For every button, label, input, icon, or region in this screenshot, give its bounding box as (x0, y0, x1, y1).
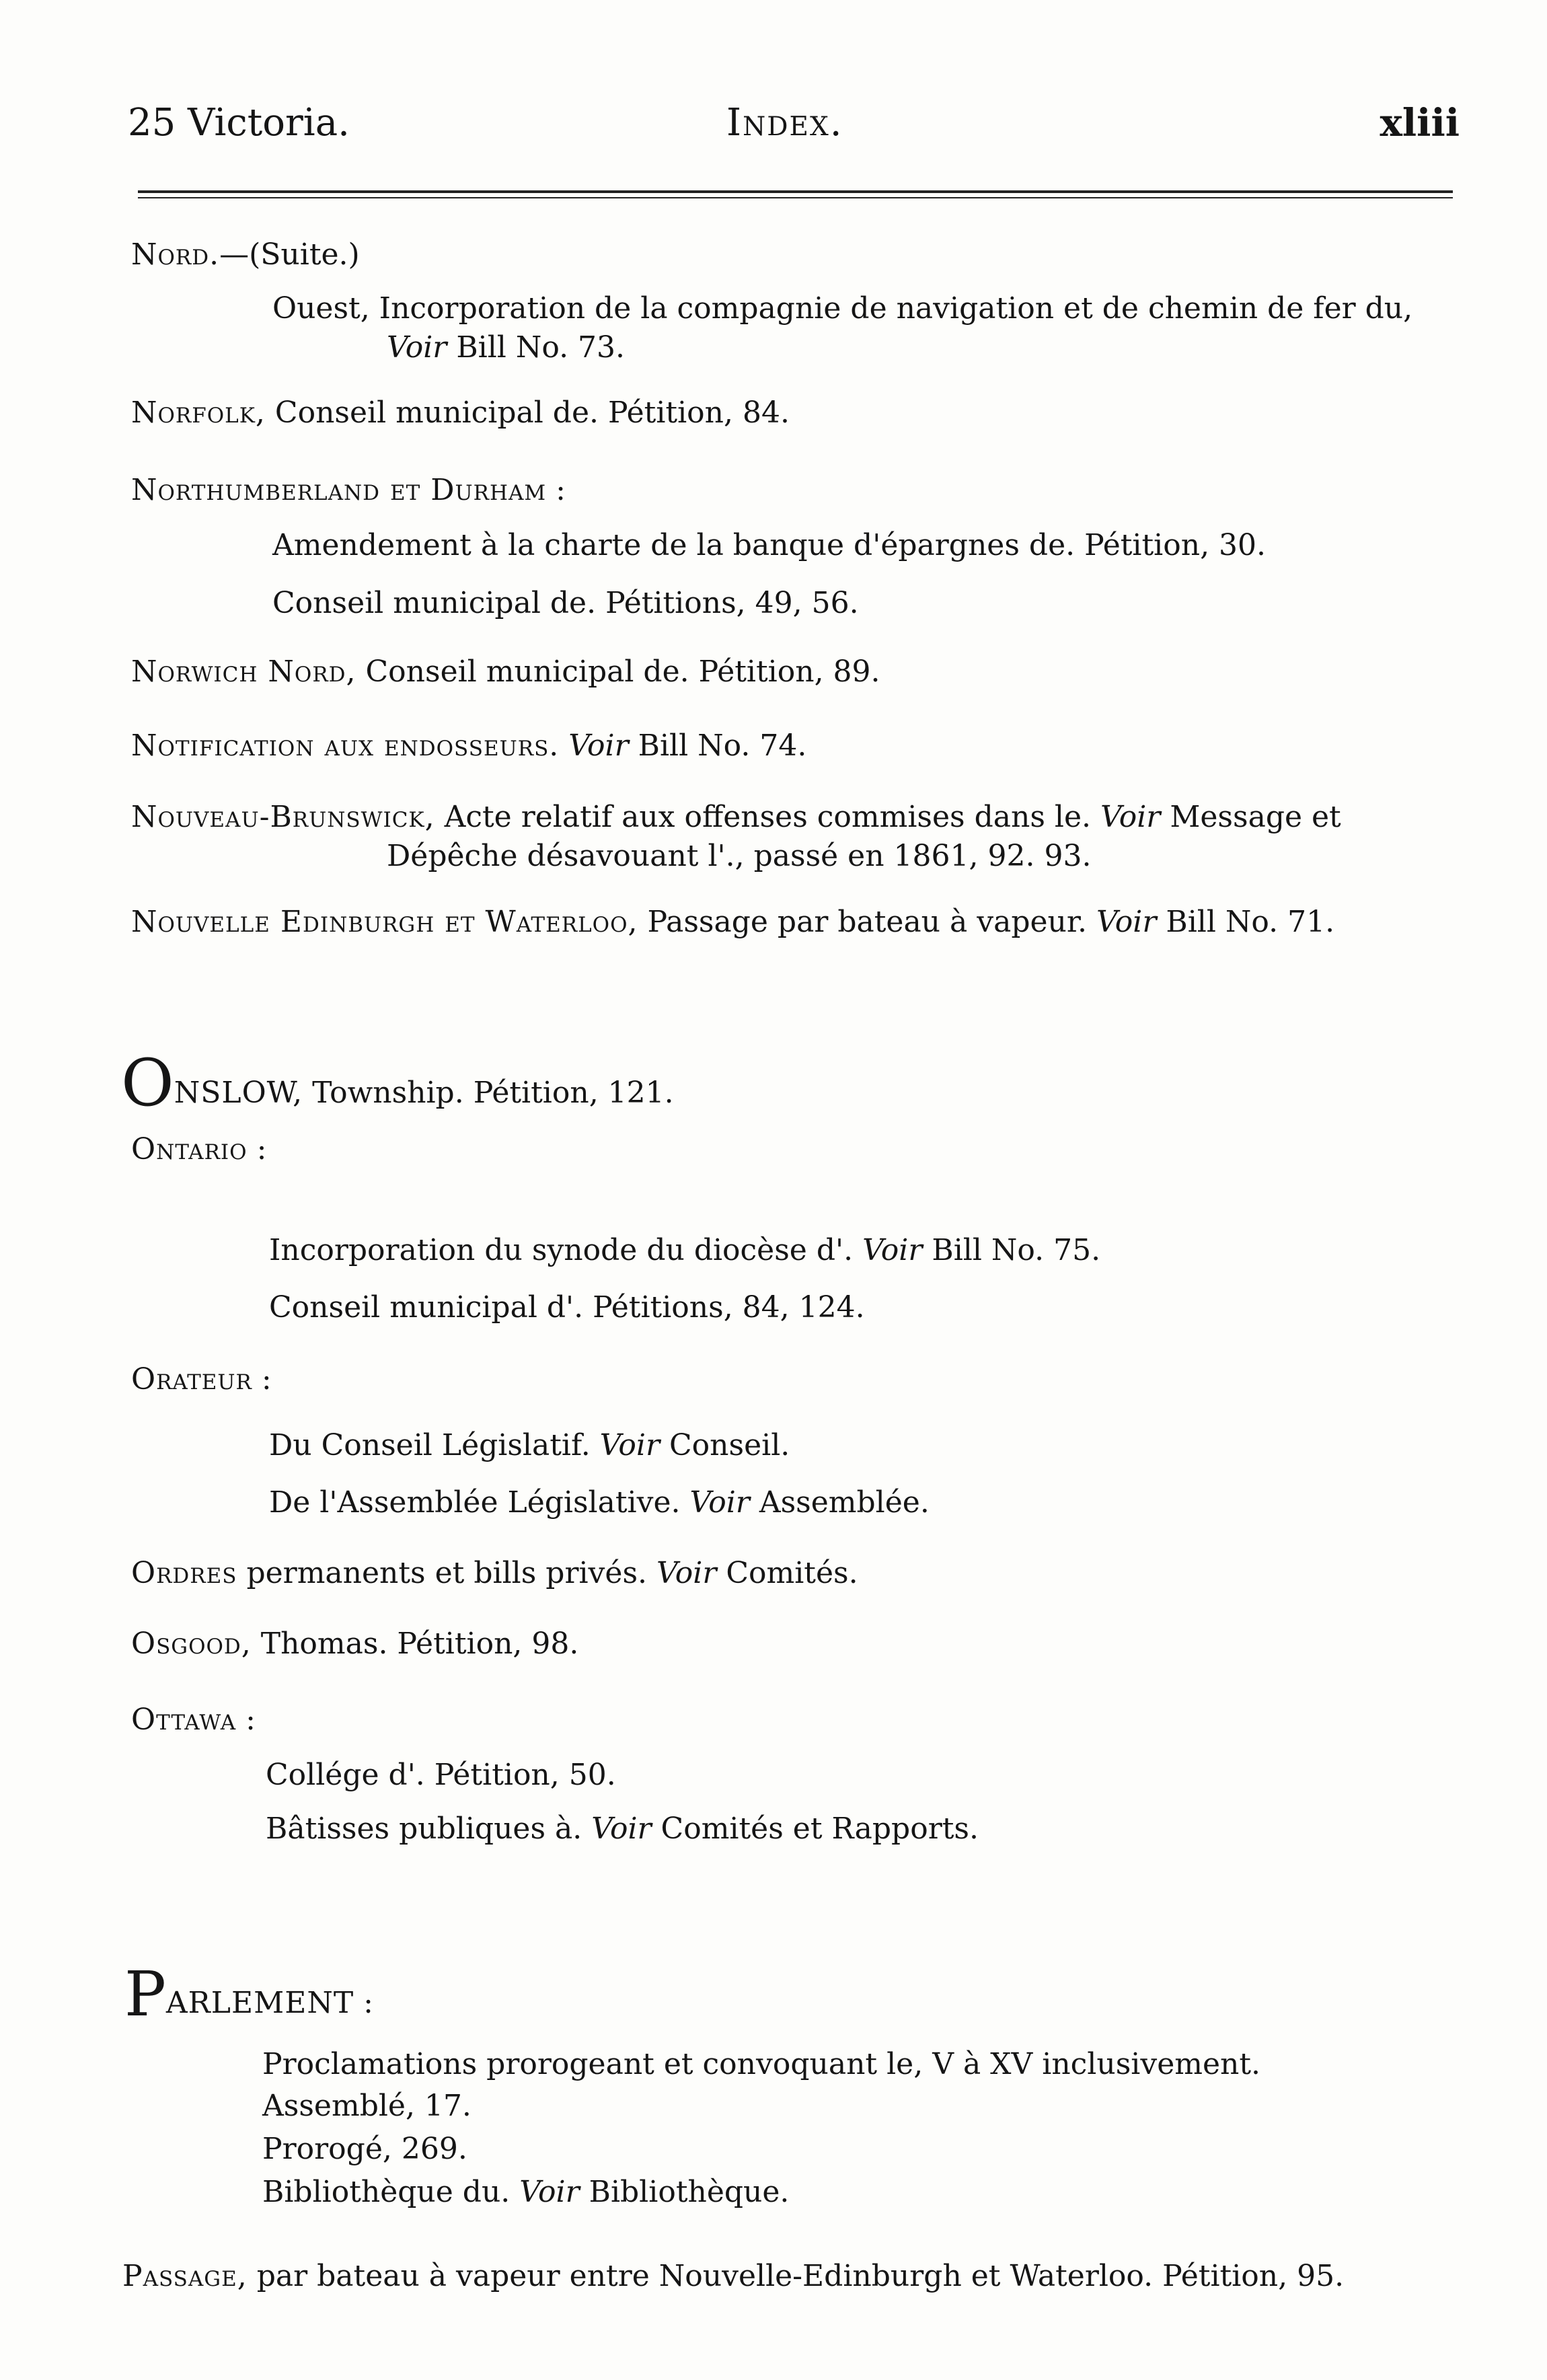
entry-northumberland-conseil: Conseil municipal de. Pétitions, 49, 56. (272, 586, 859, 620)
entry-parlement-proroge: Prorogé, 269. (262, 2132, 467, 2166)
entry-norwich: Norwich Nord, Conseil municipal de. Pétition, 89. (131, 655, 880, 689)
header-rule-bottom (138, 197, 1453, 198)
entry-parlement-assemble: Assemblé, 17. (262, 2089, 471, 2123)
entry-ottawa-batisses: Bâtisses publiques à. Voir Comités et Rapports. (266, 1812, 979, 1846)
entry-ordres: Ordres permanents et bills privés. Voir Comités. (131, 1556, 858, 1590)
entry-ottawa: Ottawa : (131, 1703, 256, 1737)
entry-parlement-bibliotheque: Bibliothèque du. Voir Bibliothèque. (262, 2175, 790, 2209)
header-rule-top (138, 190, 1453, 193)
entry-norfolk: Norfolk, Conseil municipal de. Pétition, 84. (131, 396, 790, 430)
entry-nouveau-brunswick: Nouveau-Brunswick, Acte relatif aux offenses commises dans le. Voir Message et (131, 800, 1341, 834)
entry-nouvelle-edinburgh: Nouvelle Edinburgh et Waterloo, Passage par bateau à vapeur. Voir Bill No. 71. (131, 905, 1335, 939)
entry-onslow: ONSLOW, Township. Pétition, 121. (121, 1045, 674, 1121)
page-header (128, 101, 1460, 155)
entry-orateur-assemblee: De l'Assemblée Législative. Voir Assemblée. (269, 1485, 930, 1520)
entry-northumberland-amendement: Amendement à la charte de la banque d'épargnes de. Pétition, 30. (272, 528, 1267, 562)
entry-osgood: Osgood, Thomas. Pétition, 98. (131, 1627, 579, 1661)
entry-nord-ouest: Ouest, Incorporation de la compagnie de navigation et de chemin de fer du, (272, 291, 1413, 326)
entry-orateur: Orateur : (131, 1362, 272, 1397)
entry-orateur-conseil: Du Conseil Législatif. Voir Conseil. (269, 1428, 790, 1462)
entry-ontario: Ontario : (131, 1132, 267, 1166)
entry-nord-ouest-ref: Voir Bill No. 73. (387, 330, 626, 365)
entry-parlement-proclamations: Proclamations prorogeant et convoquant le, V à XV inclusivement. (262, 2047, 1261, 2081)
entry-nord: Nord.—(Suite.) (131, 237, 360, 272)
header-title: Index. (726, 101, 843, 145)
entry-parlement: PARLEMENT : (124, 1958, 373, 2030)
entry-nouveau-brunswick-line2: Dépêche désavouant l'., passé en 1861, 92. 93. (387, 839, 1092, 873)
entry-northumberland: Northumberland et Durham : (131, 473, 566, 507)
entry-passage: Passage, par bateau à vapeur entre Nouvelle-Edinburgh et Waterloo. Pétition, 95. (122, 2259, 1345, 2293)
entry-ottawa-college: Collége d'. Pétition, 50. (266, 1758, 616, 1792)
entry-ontario-synode: Incorporation du synode du diocèse d'. Voir Bill No. 75. (269, 1233, 1101, 1267)
header-page-number: xliii (1380, 101, 1460, 145)
header-session: 25 Victoria. (128, 101, 350, 145)
entry-ontario-conseil: Conseil municipal d'. Pétitions, 84, 124. (269, 1290, 865, 1325)
entry-notification: Notification aux endosseurs. Voir Bill No. 74. (131, 729, 807, 763)
